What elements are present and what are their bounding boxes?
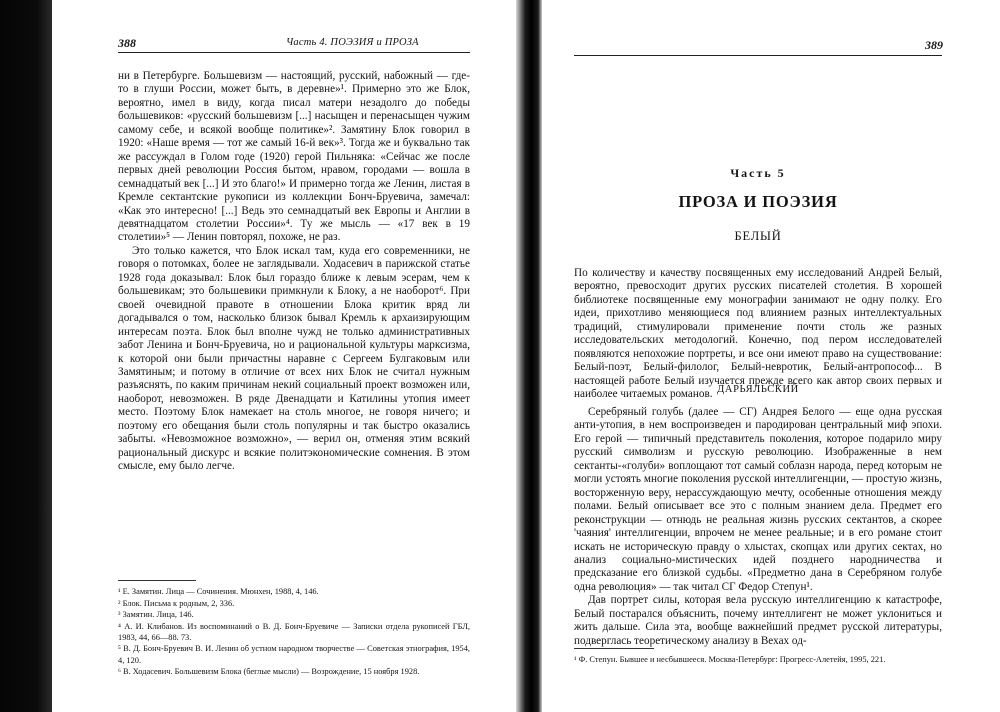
chapter-title: БЕЛЫЙ [734, 229, 782, 243]
footnote: ¹ Ф. Степун. Бывшее и несбывшееся. Москва-Петербург: Прогресс-Алетейя, 1995, 221. [574, 655, 886, 664]
header-rule [574, 55, 942, 56]
footnote-rule [118, 580, 196, 581]
footnote-rule [574, 648, 654, 649]
paragraph: По количеству и качеству посвященных ему исследований Андрей Белый, вероятно, превосходит других русских писателей столетия. В хорошей библиотеке посвященные ему монографии занимают не одну полку. Его идеи, прихотливо меняющиеся под влиянием разных интеллектуальных традиций, стимулировали применение почти столь же разных исследовательских методологий. Конечно, под пером исследователей появляются непохожие портреты, и все они имеют право на существование: Белый-поэт, Белый-филолог, Белый-невротик, Белый-антропософ... В настоящей работе Белый изучается прежде всего как автор своих первых и наиболее читаемых романов. [574, 267, 942, 401]
paragraph: Это только кажется, что Блок искал там, куда его современники, не говоря о потомках, более не заглядывали. Ходасевич в парижской статье 1928 года доказывал: Блок был гораздо ближе к левым эсерам, чем к большевикам; это большевики примкнули к Блоку, а не наоборот⁶. При своей очевидной правоте в отношении Блока критик вряд ли догадывался о том, насколько близок бывал Кремль к архаизирующим интересам поэта. Блок был вполне чужд не только административных забот Ленина и Бонч-Бруевича, но и рациональной культуры марксизма, к которой они были причастны наравне с Сергеем Булгаковым или Замятиным; и потому в отличие от всех них Блок не считал нужным разъяснять, по каким причинам некий социальный проект возможен или, наоборот, невозможен. В ряде Двенадцати и Катилины утопия имеет место. Поэтому Блок намекает на столь многое, не говоря ничего; и поэтому его обещания были столь популярны и так быстро оказались забыты. «Невозможное возможно», — верил он, отменяя этим всякий рациональный дискурс и всякие политэкономические сомнения. В этом смысле, ему было легче. [118, 244, 470, 473]
page-number: 388 [118, 36, 136, 50]
part-title: ПРОЗА И ПОЭЗИЯ [678, 192, 838, 211]
footnote: ² Блок. Письма к родным, 2, 336. [118, 598, 235, 608]
footnote: ⁶ В. Ходасевич. Большевизм Блока (беглые мысли) — Возрождение, 15 ноября 1928. [118, 667, 420, 677]
paragraph: ни в Петербурге. Большевизм — настоящий, русский, набожный — где-то в глуши России, может быть, в деревне»¹. Примерно это же Блок, вероятно, имел в виду, когда писал матери незадолго до победы большевиков: «русский большевизм [...] насыщен и перенасыщен чужим самому себе, и всякой вообще политике»². Замятину Блок говорил в 1920: «Наше время — тот же самый 16-й век»³. Тогда же и буквально так же рассуждал в Голом годе (1920) герой Пильняка: «Сейчас же после первых дней революции Россия бытом, нравом, городами — вошла в семнадцатый век [...] И это благо!» И примерно тогда же Ленин, листая в Кремле сектантские рукописи из коллекции Бонч-Бруевича, замечал: «Как это интересно! [...] Ведь это семнадцатый век Европы и Англии в девятнадцатом столетии России»⁴. Ту же мысль — «17 век в 19 столетии»⁵ — Ленин повторял, похоже, не раз. [118, 70, 470, 244]
running-title: Часть 4. ПОЭЗИЯ и ПРОЗА [286, 37, 419, 48]
paragraph: Дав портрет силы, которая вела русскую интеллигенцию к катастрофе, Белый постарался объяснить, почему интеллигент не может уклониться и жить дальше. Сила эта, вообще важнейший предмет русской литературы, подверглась теоретическому анализу в Вехах од- [574, 594, 942, 647]
footnotes [574, 654, 942, 665]
book-gutter [516, 0, 542, 712]
page-number: 389 [925, 38, 943, 52]
footnote: ¹ Е. Замятин. Лица — Сочинения. Мюнхен, 1988, 4, 146. [118, 587, 319, 596]
footnote: ⁴ А. И. Клибанов. Из воспоминаний о В. Д. Бонч-Бруевиче — Записки отдела рукописей ГБЛ, 1983, 44, 66—88. 73. [118, 621, 470, 642]
footnote: ³ Замятин. Лица, 146. [118, 610, 194, 620]
footnotes [118, 586, 470, 678]
book-binding-shadow [0, 0, 52, 712]
right-body-text [574, 406, 942, 648]
part-label: Часть 5 [730, 166, 786, 180]
paragraph: Серебряный голубь (далее — СГ) Андрея Белого — еще одна русская анти-утопия, в нем воспроизведен и пародирован центральный миф эпохи. Его герой — типичный представитель поколения, которое подарило миру русский символизм и русскую революцию. Изображенные в нем сектанты-«голуби» воплощают тот самый соблазн народа, перед которым не могли устоять многие поколения русской интеллигенции, — простую жизнь, восторженную веру, нерассуждающую мечту, особенные отношения между полами. Белый описывает все это с полным знанием дела. Предмет его реконструкции — отнюдь не реальная жизнь русских сектантов, а скорее 'чаяния' интеллигенции, впрочем не менее реальные; и в его романе стоит искать не историческую правду о хлыстах, скопцах или других сектах, но анализ социально-мистических идей позднего народничества и предсказание его близкой судьбы. «Предметно дана в Серебряном голубе одна революция» — так читал СГ Федор Степун¹. [574, 406, 942, 593]
intro-text [574, 267, 942, 402]
header-rule [118, 52, 470, 53]
left-body-text [118, 70, 470, 474]
section-title: ДАРЬЯЛЬСКИЙ [717, 384, 799, 395]
footnote: ⁵ В. Д. Бонч-Бруевич В. И. Ленин об устном народном творчестве — Советская этнография, 1954, 4, 120. [118, 644, 470, 665]
